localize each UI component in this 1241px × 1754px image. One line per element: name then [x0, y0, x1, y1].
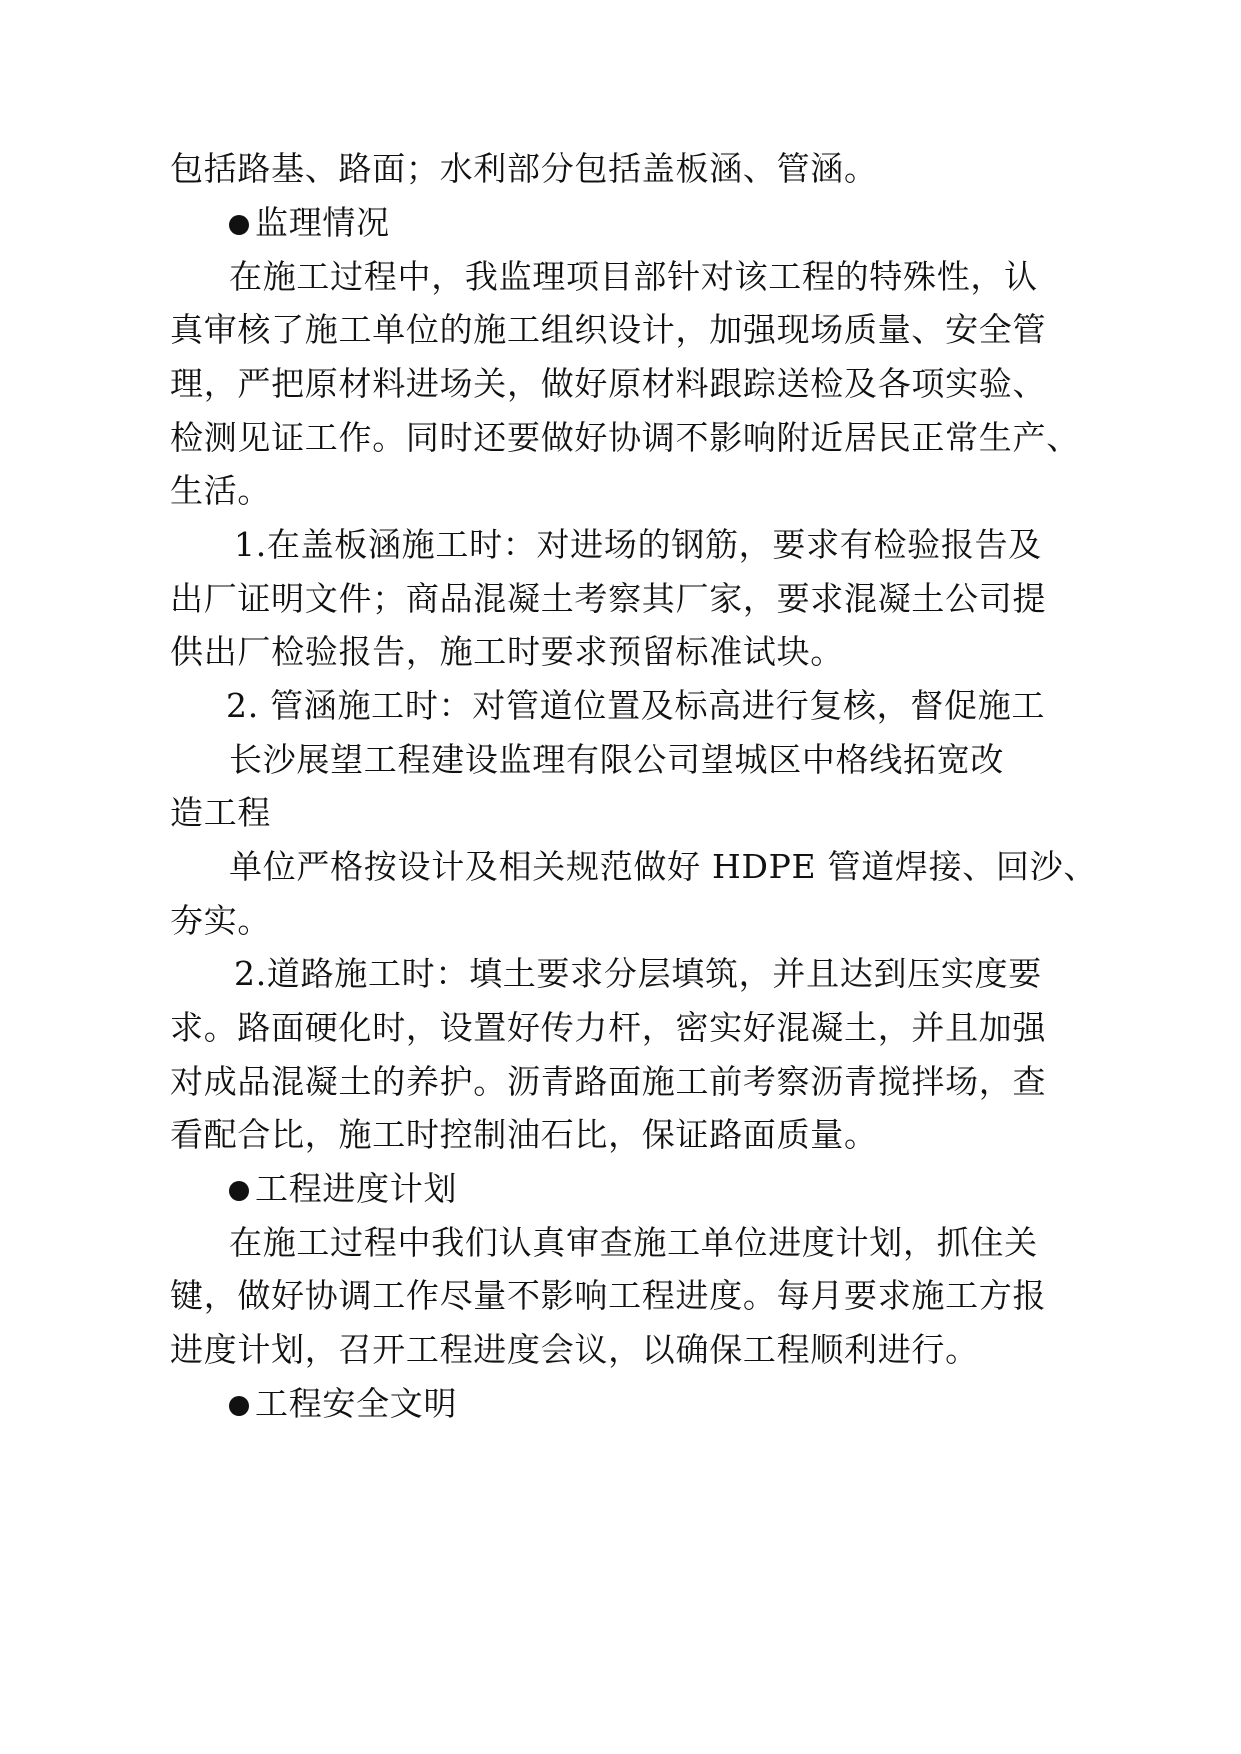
section-heading-supervision — [229, 203, 390, 243]
paragraph-line: 在施工过程中，我监理项目部针对该工程的特殊性，认 — [229, 257, 1038, 296]
paragraph-line: 1.在盖板涵施工时：对进场的钢筋，要求有检验报告及 — [234, 525, 1042, 564]
paragraph-line: 供出厂检验报告，施工时要求预留标准试块。 — [170, 632, 844, 671]
paragraph-line: 长沙展望工程建设监理有限公司望城区中格线拓宽改 — [229, 740, 1005, 779]
section-heading-text: 工程进度计划 — [255, 1169, 458, 1208]
paragraph-line: 进度计划，召开工程进度会议，以确保工程顺利进行。 — [170, 1330, 979, 1369]
paragraph-line: 单位严格按设计及相关规范做好 HDPE 管道焊接、回沙、 — [229, 847, 1098, 886]
paragraph-line: 生活。 — [170, 471, 272, 510]
paragraph-line: 看配合比，施工时控制油石比，保证路面质量。 — [170, 1115, 878, 1154]
paragraph-line: 在施工过程中我们认真审查施工单位进度计划，抓住关 — [229, 1223, 1038, 1262]
bullet-icon — [229, 215, 249, 235]
bullet-icon — [229, 1181, 249, 1201]
paragraph-line: 真审核了施工单位的施工组织设计，加强现场质量、安全管 — [170, 310, 1047, 349]
paragraph-line: 2. 管涵施工时：对管道位置及标高进行复核，督促施工 — [226, 686, 1046, 725]
paragraph-line: 键，做好协调工作尽量不影响工程进度。每月要求施工方报 — [170, 1276, 1047, 1315]
paragraph-line: 造工程 — [170, 793, 272, 832]
paragraph-line: 检测见证工作。同时还要做好协调不影响附近居民正常生产、 — [170, 418, 1080, 457]
bullet-icon — [229, 1396, 249, 1416]
paragraph-line: 求。路面硬化时，设置好传力杆，密实好混凝土，并且加强 — [170, 1008, 1047, 1047]
section-heading-text: 监理情况 — [255, 203, 390, 242]
paragraph-line: 出厂证明文件；商品混凝土考察其厂家，要求混凝土公司提 — [170, 579, 1047, 618]
paragraph-line: 夯实。 — [170, 901, 272, 940]
paragraph-line: 理，严把原材料进场关，做好原材料跟踪送检及各项实验、 — [170, 364, 1047, 403]
paragraph-line: 2.道路施工时：填土要求分层填筑，并且达到压实度要 — [234, 954, 1042, 993]
section-heading-safety — [229, 1384, 457, 1424]
section-heading-text: 工程安全文明 — [255, 1384, 458, 1423]
paragraph-line: 包括路基、路面；水利部分包括盖板涵、管涵。 — [170, 149, 878, 188]
paragraph-line: 对成品混凝土的养护。沥青路面施工前考察沥青搅拌场，查 — [170, 1062, 1047, 1101]
section-heading-schedule — [229, 1169, 457, 1209]
